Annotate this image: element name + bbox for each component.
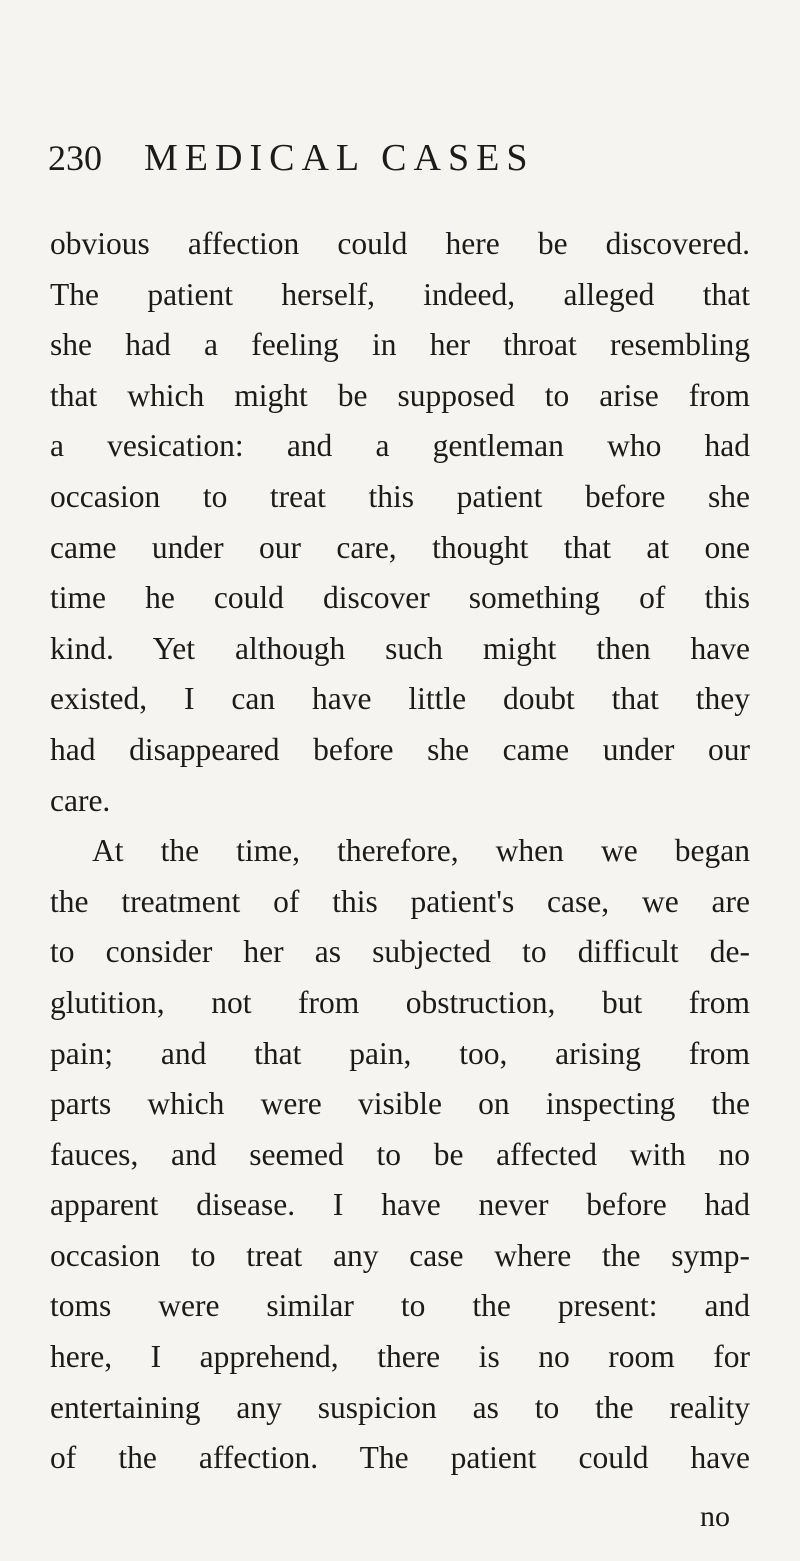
text-line: kind. Yet although such might then have: [50, 630, 750, 666]
text-line: came under our care, thought that at one: [50, 529, 750, 565]
page-body: [50, 219, 750, 1484]
text-line: obvious affection could here be discovered.: [50, 226, 750, 261]
paragraph: [50, 219, 750, 826]
text-line: of the affection. The patient could have: [50, 1440, 750, 1476]
catchword: no: [700, 1500, 730, 1533]
text-line: pain; and that pain, too, arising from: [50, 1035, 750, 1071]
text-line: here, I apprehend, there is no room for: [50, 1339, 750, 1375]
text-line: to consider her as subjected to difficult de-: [50, 934, 750, 970]
page-header: [48, 128, 748, 188]
text-line: occasion to treat this patient before she: [50, 478, 750, 514]
text-line: the treatment of this patient's case, we are: [50, 883, 750, 919]
text-line: had disappeared before she came under our: [50, 731, 750, 767]
text-line: At the time, therefore, when we began: [92, 833, 750, 869]
text-line: parts which were visible on inspecting the: [50, 1086, 750, 1122]
text-line: toms were similar to the present: and: [50, 1288, 750, 1324]
page-number: 230: [48, 138, 102, 178]
text-line: existed, I can have little doubt that they: [50, 681, 750, 717]
text-line: occasion to treat any case where the symp-: [50, 1237, 750, 1273]
text-line: that which might be supposed to arise from: [50, 377, 750, 413]
running-head: MEDICAL CASES: [144, 137, 535, 179]
text-line: she had a feeling in her throat resembling: [50, 327, 750, 363]
text-line: care.: [50, 782, 111, 818]
text-line: apparent disease. I have never before had: [50, 1187, 750, 1223]
text-line: glutition, not from obstruction, but from: [50, 984, 750, 1020]
text-line: time he could discover something of this: [50, 580, 750, 616]
text-line: entertaining any suspicion as to the reality: [50, 1389, 750, 1425]
text-line: The patient herself, indeed, alleged that: [50, 276, 750, 312]
paragraph: [50, 826, 750, 1484]
text-line: a vesication: and a gentleman who had: [50, 428, 750, 464]
text-line: fauces, and seemed to be affected with no: [50, 1136, 750, 1172]
